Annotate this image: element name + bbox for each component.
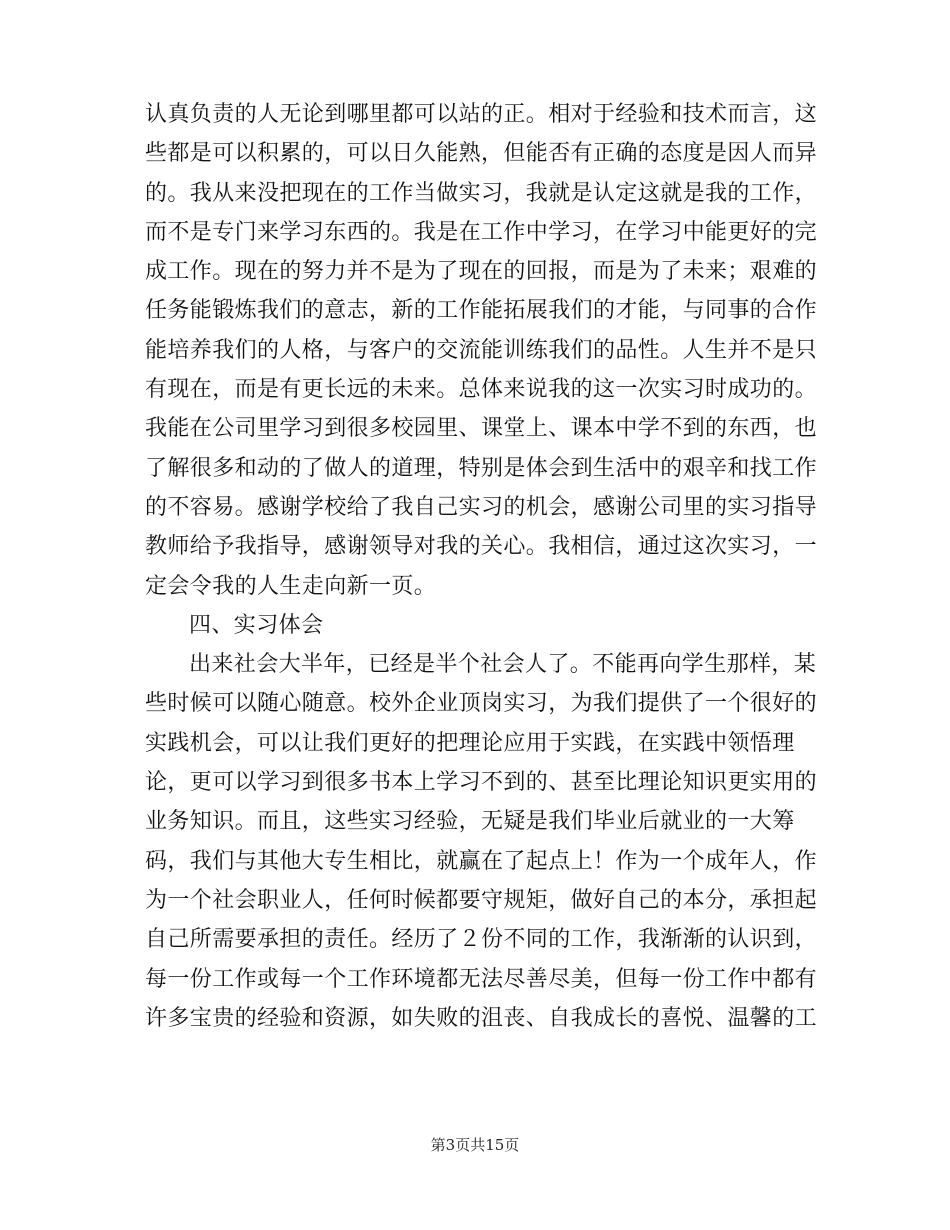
text-line: 教师给予我指导，感谢领导对我的关心。我相信，通过这次实习，一 [145,534,818,560]
text-line: 有现在，而是有更长远的未来。总体来说我的这一次实习时成功的。 [145,377,818,403]
text-line: 而不是专门来学习东西的。我是在工作中学习，在学习中能更好的完 [145,219,818,245]
text-line: 论，更可以学习到很多书本上学习不到的、甚至比理论知识更实用的 [145,770,818,796]
text-line: 些时候可以随心随意。校外企业顶岗实习，为我们提供了一个很好的 [145,691,818,717]
text-line: 任务能锻炼我们的意志，新的工作能拓展我们的才能，与同事的合作 [145,298,818,324]
text-line: 码，我们与其他大专生相比，就赢在了起点上！作为一个成年人，作 [145,848,818,874]
text-line: 我能在公司里学习到很多校园里、课堂上、课本中学不到的东西，也 [145,416,818,442]
text-line: 业务知识。而且，这些实习经验，无疑是我们毕业后就业的一大筹 [145,809,795,835]
document-body [145,95,818,1038]
text-line: 的不容易。感谢学校给了我自己实习的机会，感谢公司里的实习指导 [145,494,818,520]
text-line: 许多宝贵的经验和资源，如失败的沮丧、自我成长的喜悦、温馨的工 [145,1005,818,1031]
text-line: 定会令我的人生走向新一页。 [145,573,437,599]
text-line: 认真负责的人无论到哪里都可以站的正。相对于经验和技术而言，这 [145,102,818,127]
text-line: 实践机会，可以让我们更好的把理论应用于实践，在实践中领悟理 [145,730,795,756]
text-line: 每一份工作或每一个工作环境都无法尽善尽美，但每一份工作中都有 [145,966,818,992]
text-line: 为一个社会职业人，任何时候都要守规矩，做好自己的本分，承担起 [145,887,818,913]
text-line: 的。我从来没把现在的工作当做实习，我就是认定这就是我的工作， [145,180,818,206]
text-line: 了解很多和动的了做人的道理，特别是体会到生活中的艰辛和找工作 [145,455,818,481]
section-heading: 四、实习体会 [189,612,324,638]
text-line: 些都是可以积累的，可以日久能熟，但能否有正确的态度是因人而异 [145,141,818,167]
paragraph-first-line: 出来社会大半年，已经是半个社会人了。不能再向学生那样，某 [189,652,817,678]
text-line: 自己所需要承担的责任。经历了２份不同的工作，我渐渐的认识到， [145,927,818,953]
text-line: 成工作。现在的努力并不是为了现在的回报，而是为了未来；艰难的 [145,259,818,285]
page-number-footer: 第3页共15页 [430,1136,520,1154]
text-line: 能培养我们的人格，与客户的交流能训练我们的品性。人生并不是只 [145,337,818,363]
